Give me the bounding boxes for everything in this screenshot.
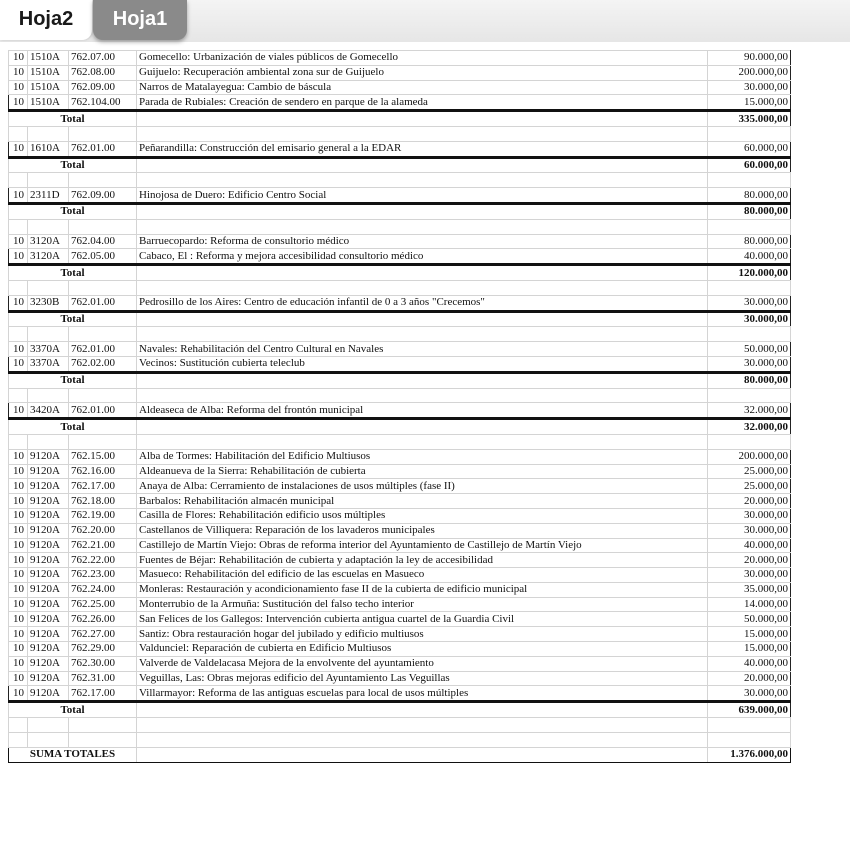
grand-total-label[interactable]: SUMA TOTALES <box>9 747 137 762</box>
subtotal-row <box>9 372 791 388</box>
cell-economic-code[interactable]: 762.09.00 <box>69 188 137 204</box>
cell-amount[interactable]: 20.000,00 <box>708 494 791 509</box>
empty-cell[interactable] <box>137 311 708 327</box>
table-row <box>9 612 791 627</box>
cell-description[interactable]: Castellanos de Villiquera: Reparación de los lavaderos municipales <box>137 523 708 538</box>
subtotal-row <box>9 311 791 327</box>
cell-economic-code[interactable]: 762.26.00 <box>69 612 137 627</box>
cell-economic-code[interactable]: 762.01.00 <box>69 342 137 357</box>
cell-amount[interactable]: 40.000,00 <box>708 249 791 265</box>
cell-amount[interactable]: 32.000,00 <box>708 403 791 419</box>
cell-program[interactable]: 9120A <box>28 479 69 494</box>
cell-description[interactable]: Barbalos: Rehabilitación almacén municipal <box>137 494 708 509</box>
cell-description[interactable]: San Felices de los Gallegos: Intervención cubierta antigua cuartel de la Guardia Civil <box>137 612 708 627</box>
cell-economic-code[interactable]: 762.22.00 <box>69 553 137 568</box>
empty-cell[interactable] <box>708 718 791 733</box>
cell-amount[interactable]: 60.000,00 <box>708 141 791 157</box>
cell-economic-code[interactable]: 762.104.00 <box>69 95 137 111</box>
empty-cell[interactable] <box>137 419 708 435</box>
table-row <box>9 494 791 509</box>
cell-program[interactable]: 3420A <box>28 403 69 419</box>
cell-section[interactable]: 10 <box>9 582 28 597</box>
empty-cell[interactable] <box>137 388 708 403</box>
cell-amount[interactable]: 15.000,00 <box>708 642 791 657</box>
empty-cell[interactable] <box>137 732 708 747</box>
cell-section[interactable]: 10 <box>9 295 28 311</box>
cell-amount[interactable]: 30.000,00 <box>708 508 791 523</box>
table-row <box>9 403 791 419</box>
table-row <box>9 538 791 553</box>
subtotal-label[interactable]: Total <box>9 157 137 173</box>
cell-section[interactable]: 10 <box>9 656 28 671</box>
empty-cell[interactable] <box>28 126 69 141</box>
cell-section[interactable]: 10 <box>9 403 28 419</box>
cell-section[interactable]: 10 <box>9 508 28 523</box>
cell-description[interactable]: Villarmayor: Reforma de las antiguas escuelas para local de usos múltiples <box>137 686 708 702</box>
spreadsheet-grid <box>8 50 790 763</box>
cell-amount[interactable]: 15.000,00 <box>708 627 791 642</box>
cell-amount[interactable]: 20.000,00 <box>708 553 791 568</box>
empty-cell[interactable] <box>28 732 69 747</box>
cell-section[interactable]: 10 <box>9 479 28 494</box>
cell-amount[interactable]: 30.000,00 <box>708 356 791 372</box>
subtotal-label[interactable]: Total <box>9 265 137 281</box>
empty-cell[interactable] <box>28 388 69 403</box>
cell-section[interactable]: 10 <box>9 568 28 583</box>
subtotal-row <box>9 702 791 718</box>
cell-program[interactable]: 9120A <box>28 464 69 479</box>
table-row <box>9 627 791 642</box>
table-row <box>9 51 791 66</box>
cell-description[interactable]: Alba de Tormes: Habilitación del Edificio Multiusos <box>137 449 708 464</box>
subtotal-row <box>9 265 791 281</box>
cell-economic-code[interactable]: 762.25.00 <box>69 597 137 612</box>
cell-amount[interactable]: 30.000,00 <box>708 568 791 583</box>
cell-program[interactable]: 9120A <box>28 671 69 686</box>
cell-program[interactable]: 1510A <box>28 51 69 66</box>
subtotal-label[interactable]: Total <box>9 111 137 127</box>
cell-section[interactable]: 10 <box>9 553 28 568</box>
cell-section[interactable]: 10 <box>9 51 28 66</box>
cell-economic-code[interactable]: 762.16.00 <box>69 464 137 479</box>
cell-description[interactable]: Monterrubio de la Armuña: Sustitución del falso techo interior <box>137 597 708 612</box>
cell-program[interactable]: 1510A <box>28 95 69 111</box>
empty-cell[interactable] <box>9 280 28 295</box>
cell-description[interactable]: Barruecopardo: Reforma de consultorio médico <box>137 234 708 249</box>
cell-section[interactable]: 10 <box>9 65 28 80</box>
cell-amount[interactable]: 200.000,00 <box>708 449 791 464</box>
cell-economic-code[interactable]: 762.04.00 <box>69 234 137 249</box>
empty-cell[interactable] <box>69 219 137 234</box>
cell-economic-code[interactable]: 762.18.00 <box>69 494 137 509</box>
cell-section[interactable]: 10 <box>9 612 28 627</box>
table-row <box>9 65 791 80</box>
cell-description[interactable]: Fuentes de Béjar: Rehabilitación de cubierta y adaptación la ley de accesibilidad <box>137 553 708 568</box>
empty-cell[interactable] <box>9 434 28 449</box>
cell-economic-code[interactable]: 762.21.00 <box>69 538 137 553</box>
cell-economic-code[interactable]: 762.24.00 <box>69 582 137 597</box>
cell-program[interactable]: 9120A <box>28 627 69 642</box>
empty-cell[interactable] <box>9 732 28 747</box>
table-row <box>9 141 791 157</box>
cell-program[interactable]: 9120A <box>28 449 69 464</box>
cell-description[interactable]: Anaya de Alba: Cerramiento de instalaciones de usos múltiples (fase II) <box>137 479 708 494</box>
table-row <box>9 80 791 95</box>
subtotal-label[interactable]: Total <box>9 311 137 327</box>
cell-economic-code[interactable]: 762.29.00 <box>69 642 137 657</box>
subtotal-amount[interactable]: 32.000,00 <box>708 419 791 435</box>
empty-cell[interactable] <box>137 111 708 127</box>
cell-section[interactable]: 10 <box>9 671 28 686</box>
cell-amount[interactable]: 30.000,00 <box>708 686 791 702</box>
cell-program[interactable]: 9120A <box>28 656 69 671</box>
cell-economic-code[interactable]: 762.09.00 <box>69 80 137 95</box>
cell-program[interactable]: 9120A <box>28 494 69 509</box>
empty-cell[interactable] <box>28 718 69 733</box>
cell-economic-code[interactable]: 762.23.00 <box>69 568 137 583</box>
empty-cell[interactable] <box>137 280 708 295</box>
blank-row <box>9 280 791 295</box>
cell-section[interactable]: 10 <box>9 464 28 479</box>
cell-program[interactable]: 2311D <box>28 188 69 204</box>
cell-program[interactable]: 9120A <box>28 508 69 523</box>
cell-description[interactable]: Narros de Matalayegua: Cambio de báscula <box>137 80 708 95</box>
empty-cell[interactable] <box>69 434 137 449</box>
cell-section[interactable]: 10 <box>9 342 28 357</box>
blank-row <box>9 388 791 403</box>
cell-section[interactable]: 10 <box>9 597 28 612</box>
subtotal-row <box>9 419 791 435</box>
cell-economic-code[interactable]: 762.01.00 <box>69 295 137 311</box>
table-row <box>9 479 791 494</box>
cell-section[interactable]: 10 <box>9 494 28 509</box>
cell-program[interactable]: 9120A <box>28 612 69 627</box>
cell-program[interactable]: 9120A <box>28 582 69 597</box>
tab-hoja1[interactable]: Hoja1 <box>93 0 187 40</box>
sheet-tab-bar <box>0 0 850 42</box>
cell-section[interactable]: 10 <box>9 538 28 553</box>
table-row <box>9 686 791 702</box>
cell-program[interactable]: 3120A <box>28 249 69 265</box>
table-row <box>9 449 791 464</box>
table-row <box>9 342 791 357</box>
tab-hoja2[interactable]: Hoja2 <box>0 0 92 40</box>
table-row <box>9 95 791 111</box>
cell-section[interactable]: 10 <box>9 686 28 702</box>
cell-program[interactable]: 3370A <box>28 342 69 357</box>
cell-economic-code[interactable]: 762.20.00 <box>69 523 137 538</box>
cell-description[interactable]: Pedrosillo de los Aires: Centro de educación infantil de 0 a 3 años "Crecemos" <box>137 295 708 311</box>
subtotal-amount[interactable]: 120.000,00 <box>708 265 791 281</box>
empty-cell[interactable] <box>69 388 137 403</box>
cell-section[interactable]: 10 <box>9 249 28 265</box>
cell-economic-code[interactable]: 762.19.00 <box>69 508 137 523</box>
cell-economic-code[interactable]: 762.17.00 <box>69 686 137 702</box>
grand-total-amount[interactable]: 1.376.000,00 <box>708 747 791 762</box>
cell-section[interactable]: 10 <box>9 141 28 157</box>
cell-economic-code[interactable]: 762.08.00 <box>69 65 137 80</box>
cell-description[interactable]: Casilla de Flores: Rehabilitación edificio usos múltiples <box>137 508 708 523</box>
empty-cell[interactable] <box>28 434 69 449</box>
cell-amount[interactable]: 14.000,00 <box>708 597 791 612</box>
cell-section[interactable]: 10 <box>9 449 28 464</box>
cell-amount[interactable]: 50.000,00 <box>708 342 791 357</box>
cell-amount[interactable]: 25.000,00 <box>708 464 791 479</box>
blank-row <box>9 173 791 188</box>
cell-economic-code[interactable]: 762.05.00 <box>69 249 137 265</box>
table-row <box>9 553 791 568</box>
subtotal-row <box>9 111 791 127</box>
cell-description[interactable]: Veguillas, Las: Obras mejoras edificio del Ayuntamiento Las Veguillas <box>137 671 708 686</box>
table-row <box>9 671 791 686</box>
empty-cell[interactable] <box>28 280 69 295</box>
cell-amount[interactable]: 40.000,00 <box>708 538 791 553</box>
empty-cell[interactable] <box>28 327 69 342</box>
table-row <box>9 464 791 479</box>
cell-description[interactable]: Vecinos: Sustitución cubierta teleclub <box>137 356 708 372</box>
empty-cell[interactable] <box>9 327 28 342</box>
empty-cell[interactable] <box>137 219 708 234</box>
cell-economic-code[interactable]: 762.31.00 <box>69 671 137 686</box>
empty-cell[interactable] <box>137 747 708 762</box>
empty-cell[interactable] <box>137 327 708 342</box>
empty-cell[interactable] <box>9 718 28 733</box>
cell-economic-code[interactable]: 762.30.00 <box>69 656 137 671</box>
empty-cell[interactable] <box>708 126 791 141</box>
cell-description[interactable]: Masueco: Rehabilitación del edificio de las escuelas en Masueco <box>137 568 708 583</box>
subtotal-label[interactable]: Total <box>9 203 137 219</box>
table-row <box>9 188 791 204</box>
table-row <box>9 523 791 538</box>
cell-program[interactable]: 9120A <box>28 553 69 568</box>
subtotal-amount[interactable]: 80.000,00 <box>708 203 791 219</box>
empty-cell[interactable] <box>69 173 137 188</box>
cell-description[interactable]: Peñarandilla: Construcción del emisario general a la EDAR <box>137 141 708 157</box>
table-row <box>9 568 791 583</box>
cell-section[interactable]: 10 <box>9 95 28 111</box>
cell-description[interactable]: Aldeanueva de la Sierra: Rehabilitación de cubierta <box>137 464 708 479</box>
empty-cell[interactable] <box>69 280 137 295</box>
cell-economic-code[interactable]: 762.27.00 <box>69 627 137 642</box>
empty-cell[interactable] <box>69 327 137 342</box>
empty-cell[interactable] <box>708 173 791 188</box>
cell-amount[interactable]: 30.000,00 <box>708 80 791 95</box>
cell-program[interactable]: 1510A <box>28 80 69 95</box>
cell-description[interactable]: Parada de Rubiales: Creación de sendero en parque de la alameda <box>137 95 708 111</box>
table-row <box>9 656 791 671</box>
table-row <box>9 508 791 523</box>
cell-description[interactable]: Aldeaseca de Alba: Reforma del frontón municipal <box>137 403 708 419</box>
blank-row <box>9 434 791 449</box>
empty-cell[interactable] <box>137 702 708 718</box>
cell-description[interactable]: Castillejo de Martín Viejo: Obras de reforma interior del Ayuntamiento de Castillejo de Martín Viejo <box>137 538 708 553</box>
subtotal-row <box>9 203 791 219</box>
cell-section[interactable]: 10 <box>9 188 28 204</box>
cell-program[interactable]: 9120A <box>28 686 69 702</box>
cell-program[interactable]: 3120A <box>28 234 69 249</box>
cell-section[interactable]: 10 <box>9 80 28 95</box>
empty-cell[interactable] <box>137 265 708 281</box>
table-row <box>9 234 791 249</box>
empty-cell[interactable] <box>69 718 137 733</box>
cell-section[interactable]: 10 <box>9 356 28 372</box>
cell-amount[interactable]: 30.000,00 <box>708 523 791 538</box>
cell-amount[interactable]: 15.000,00 <box>708 95 791 111</box>
cell-amount[interactable]: 20.000,00 <box>708 671 791 686</box>
cell-amount[interactable]: 90.000,00 <box>708 51 791 66</box>
cell-description[interactable]: Monleras: Restauración y acondicionamiento fase II de la cubierta de edificio municipal <box>137 582 708 597</box>
cell-section[interactable]: 10 <box>9 234 28 249</box>
cell-amount[interactable]: 200.000,00 <box>708 65 791 80</box>
empty-cell[interactable] <box>69 126 137 141</box>
blank-row <box>9 718 791 733</box>
empty-cell[interactable] <box>137 203 708 219</box>
subtotal-label[interactable]: Total <box>9 419 137 435</box>
empty-cell[interactable] <box>69 732 137 747</box>
cell-amount[interactable]: 35.000,00 <box>708 582 791 597</box>
cell-amount[interactable]: 80.000,00 <box>708 188 791 204</box>
cell-program[interactable]: 9120A <box>28 642 69 657</box>
cell-description[interactable]: Gomecello: Urbanización de viales públicos de Gomecello <box>137 51 708 66</box>
cell-description[interactable]: Cabaco, El : Reforma y mejora accesibilidad consultorio médico <box>137 249 708 265</box>
cell-description[interactable]: Santiz: Obra restauración hogar del jubilado y edificio multiusos <box>137 627 708 642</box>
empty-cell[interactable] <box>137 372 708 388</box>
empty-cell[interactable] <box>9 388 28 403</box>
empty-cell[interactable] <box>137 126 708 141</box>
cell-description[interactable]: Guijuelo: Recuperación ambiental zona sur de Guijuelo <box>137 65 708 80</box>
subtotal-row <box>9 157 791 173</box>
empty-cell[interactable] <box>708 327 791 342</box>
blank-row <box>9 732 791 747</box>
blank-row <box>9 327 791 342</box>
table-row <box>9 582 791 597</box>
cell-program[interactable]: 1510A <box>28 65 69 80</box>
table-row <box>9 249 791 265</box>
table-row <box>9 597 791 612</box>
empty-cell[interactable] <box>28 173 69 188</box>
empty-cell[interactable] <box>137 718 708 733</box>
empty-cell[interactable] <box>708 434 791 449</box>
subtotal-label[interactable]: Total <box>9 702 137 718</box>
table-row <box>9 295 791 311</box>
empty-cell[interactable] <box>708 388 791 403</box>
cell-program[interactable]: 9120A <box>28 538 69 553</box>
cell-section[interactable]: 10 <box>9 627 28 642</box>
cell-economic-code[interactable]: 762.15.00 <box>69 449 137 464</box>
empty-cell[interactable] <box>9 126 28 141</box>
cell-economic-code[interactable]: 762.07.00 <box>69 51 137 66</box>
empty-cell[interactable] <box>137 173 708 188</box>
blank-row <box>9 126 791 141</box>
cell-section[interactable]: 10 <box>9 642 28 657</box>
grand-total-row <box>9 747 791 762</box>
cell-description[interactable]: Valdunciel: Reparación de cubierta en Edificio Multiusos <box>137 642 708 657</box>
subtotal-amount[interactable]: 30.000,00 <box>708 311 791 327</box>
cell-amount[interactable]: 40.000,00 <box>708 656 791 671</box>
cell-description[interactable]: Hinojosa de Duero: Edificio Centro Social <box>137 188 708 204</box>
cell-economic-code[interactable]: 762.01.00 <box>69 403 137 419</box>
cell-economic-code[interactable]: 762.17.00 <box>69 479 137 494</box>
subtotal-amount[interactable]: 80.000,00 <box>708 372 791 388</box>
empty-cell[interactable] <box>137 157 708 173</box>
subtotal-label[interactable]: Total <box>9 372 137 388</box>
table-row <box>9 642 791 657</box>
empty-cell[interactable] <box>28 219 69 234</box>
empty-cell[interactable] <box>708 280 791 295</box>
empty-cell[interactable] <box>9 173 28 188</box>
cell-economic-code[interactable]: 762.02.00 <box>69 356 137 372</box>
cell-economic-code[interactable]: 762.01.00 <box>69 141 137 157</box>
cell-amount[interactable]: 25.000,00 <box>708 479 791 494</box>
empty-cell[interactable] <box>708 219 791 234</box>
cell-program[interactable]: 3230B <box>28 295 69 311</box>
cell-section[interactable]: 10 <box>9 523 28 538</box>
empty-cell[interactable] <box>708 732 791 747</box>
cell-description[interactable]: Valverde de Valdelacasa Mejora de la envolvente del ayuntamiento <box>137 656 708 671</box>
cell-program[interactable]: 9120A <box>28 568 69 583</box>
cell-program[interactable]: 3370A <box>28 356 69 372</box>
empty-cell[interactable] <box>137 434 708 449</box>
subtotal-amount[interactable]: 60.000,00 <box>708 157 791 173</box>
cell-description[interactable]: Navales: Rehabilitación del Centro Cultural en Navales <box>137 342 708 357</box>
cell-amount[interactable]: 30.000,00 <box>708 295 791 311</box>
table-row <box>9 356 791 372</box>
cell-program[interactable]: 9120A <box>28 597 69 612</box>
subtotal-amount[interactable]: 639.000,00 <box>708 702 791 718</box>
cell-program[interactable]: 1610A <box>28 141 69 157</box>
blank-row <box>9 219 791 234</box>
subtotal-amount[interactable]: 335.000,00 <box>708 111 791 127</box>
empty-cell[interactable] <box>9 219 28 234</box>
budget-table <box>8 50 791 763</box>
cell-amount[interactable]: 50.000,00 <box>708 612 791 627</box>
cell-program[interactable]: 9120A <box>28 523 69 538</box>
cell-amount[interactable]: 80.000,00 <box>708 234 791 249</box>
